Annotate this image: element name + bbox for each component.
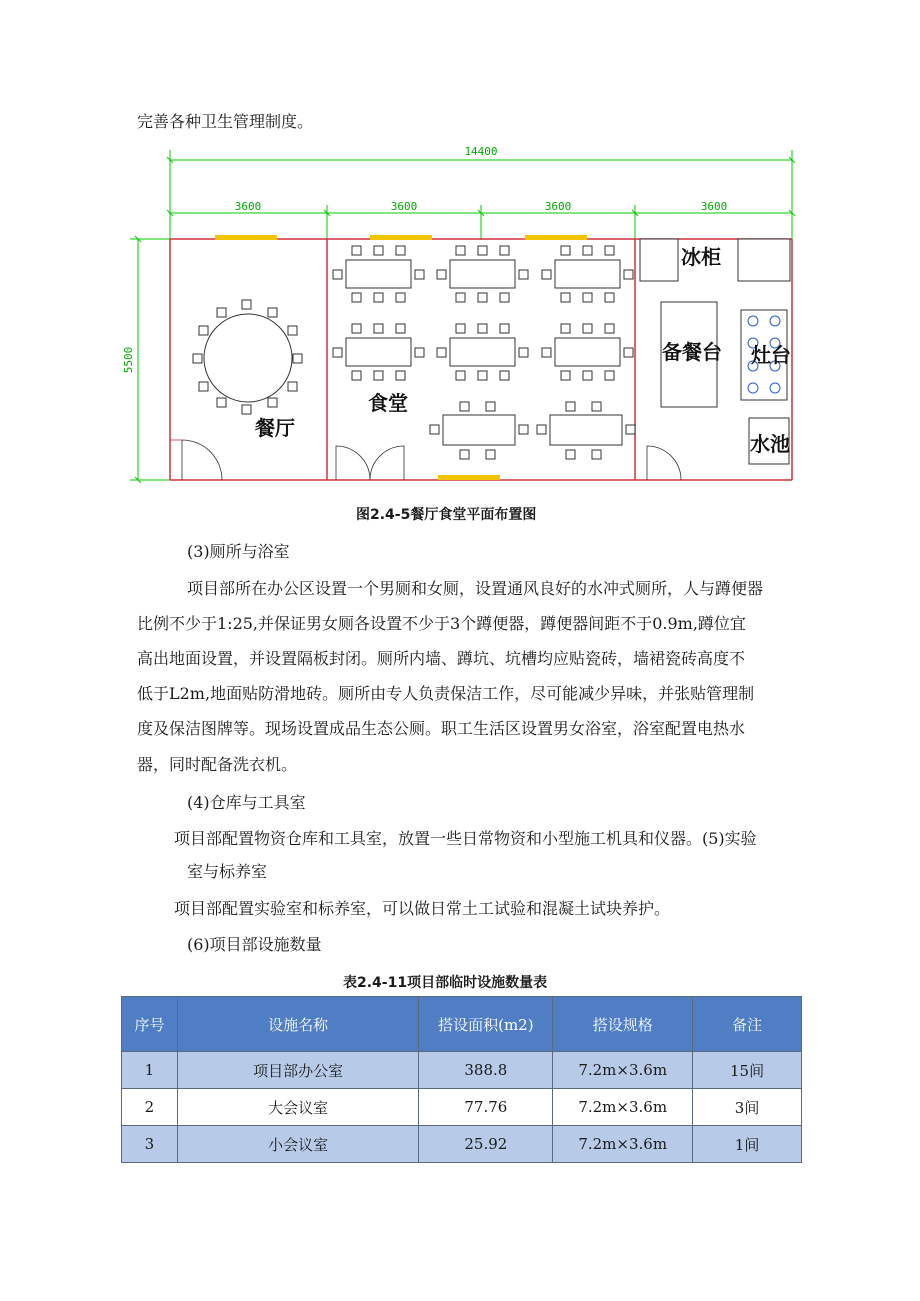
header-index: 序号 — [122, 997, 178, 1052]
section-5-heading-cont: 室与标养室 — [187, 862, 268, 881]
header-spec: 搭设规格 — [553, 997, 693, 1052]
label-dining-hall: 餐厅 — [255, 416, 295, 440]
label-canteen: 食堂 — [368, 391, 408, 415]
round-table — [193, 300, 302, 414]
cell-spec: 7.2m×3.6m — [553, 1089, 693, 1126]
table-row — [122, 1052, 802, 1089]
dim-bay-1: 3600 — [234, 200, 262, 213]
dim-bay-3: 3600 — [544, 200, 572, 213]
section-3-line-5: 度及保洁图牌等。现场设置成品生态公厕。职工生活区设置男女浴室，浴室配置电热水 — [137, 719, 746, 738]
label-sink: 水池 — [750, 432, 790, 456]
section-3-heading: (3)厕所与浴室 — [187, 542, 290, 561]
cell-facility-name: 项目部办公室 — [177, 1052, 419, 1089]
facility-table — [121, 996, 802, 1163]
section-5-line-1: 项目部配置实验室和标养室，可以做日常土工试验和混凝土试块养护。 — [174, 899, 671, 918]
label-fridge: 冰柜 — [681, 245, 721, 269]
cell-index: 2 — [122, 1089, 178, 1126]
header-remarks: 备注 — [693, 997, 802, 1052]
cell-index: 1 — [122, 1052, 178, 1089]
cell-remarks: 15间 — [693, 1052, 802, 1089]
dim-bay-4: 3600 — [700, 200, 728, 213]
cell-spec: 7.2m×3.6m — [553, 1052, 693, 1089]
cell-area: 77.76 — [419, 1089, 553, 1126]
section-6-heading: (6)项目部设施数量 — [187, 935, 322, 954]
canteen-floor-plan — [120, 140, 800, 485]
doors — [170, 440, 681, 480]
cell-remarks: 3间 — [693, 1089, 802, 1126]
table-header-row — [122, 997, 802, 1052]
figure-caption: 图2.4-5餐厅食堂平面布置图 — [356, 507, 537, 523]
section-3-line-4: 低于L2m,地面贴防滑地砖。厕所由专人负责保洁工作，尽可能减少异味，并张贴管理制 — [137, 684, 755, 703]
cell-facility-name: 小会议室 — [177, 1126, 419, 1163]
dim-bay-2: 3600 — [390, 200, 418, 213]
section-4-heading: (4)仓库与工具室 — [187, 793, 306, 812]
cell-facility-name: 大会议室 — [177, 1089, 419, 1126]
cell-area: 388.8 — [419, 1052, 553, 1089]
cell-spec: 7.2m×3.6m — [553, 1126, 693, 1163]
section-3-line-6: 器，同时配备洗衣机。 — [137, 755, 298, 774]
section-4-line-1: 项目部配置物资仓库和工具室，放置一些日常物资和小型施工机具和仪器。(5)实验 — [174, 829, 757, 848]
table-row — [122, 1089, 802, 1126]
label-stove: 灶台 — [751, 343, 791, 367]
canteen-tables — [346, 260, 622, 445]
cell-index: 3 — [122, 1126, 178, 1163]
table-row — [122, 1126, 802, 1163]
cell-area: 25.92 — [419, 1126, 553, 1163]
section-3-line-3: 高出地面设置，并设置隔板封闭。厕所内墙、蹲坑、坑槽均应贴瓷砖，墙裙瓷砖高度不 — [137, 649, 746, 668]
dim-total-width: 14400 — [464, 145, 498, 158]
header-facility-name: 设施名称 — [177, 997, 419, 1052]
header-area: 搭设面积(m2) — [419, 997, 553, 1052]
section-3-line-2: 比例不少于1:25,并保证男女厕各设置不少于3个蹲便器，蹲便器间距不于0.9m,蹲位宜 — [137, 614, 746, 633]
table-caption: 表2.4-11项目部临时设施数量表 — [343, 975, 548, 991]
section-3-line-1: 项目部所在办公区设置一个男厕和女厕，设置通风良好的水冲式厕所，人与蹲便器 — [187, 579, 764, 598]
label-prep-table: 备餐台 — [662, 340, 722, 364]
cell-remarks: 1间 — [693, 1126, 802, 1163]
intro-paragraph: 完善各种卫生管理制度。 — [137, 112, 314, 131]
dim-depth: 5500 — [122, 346, 135, 374]
